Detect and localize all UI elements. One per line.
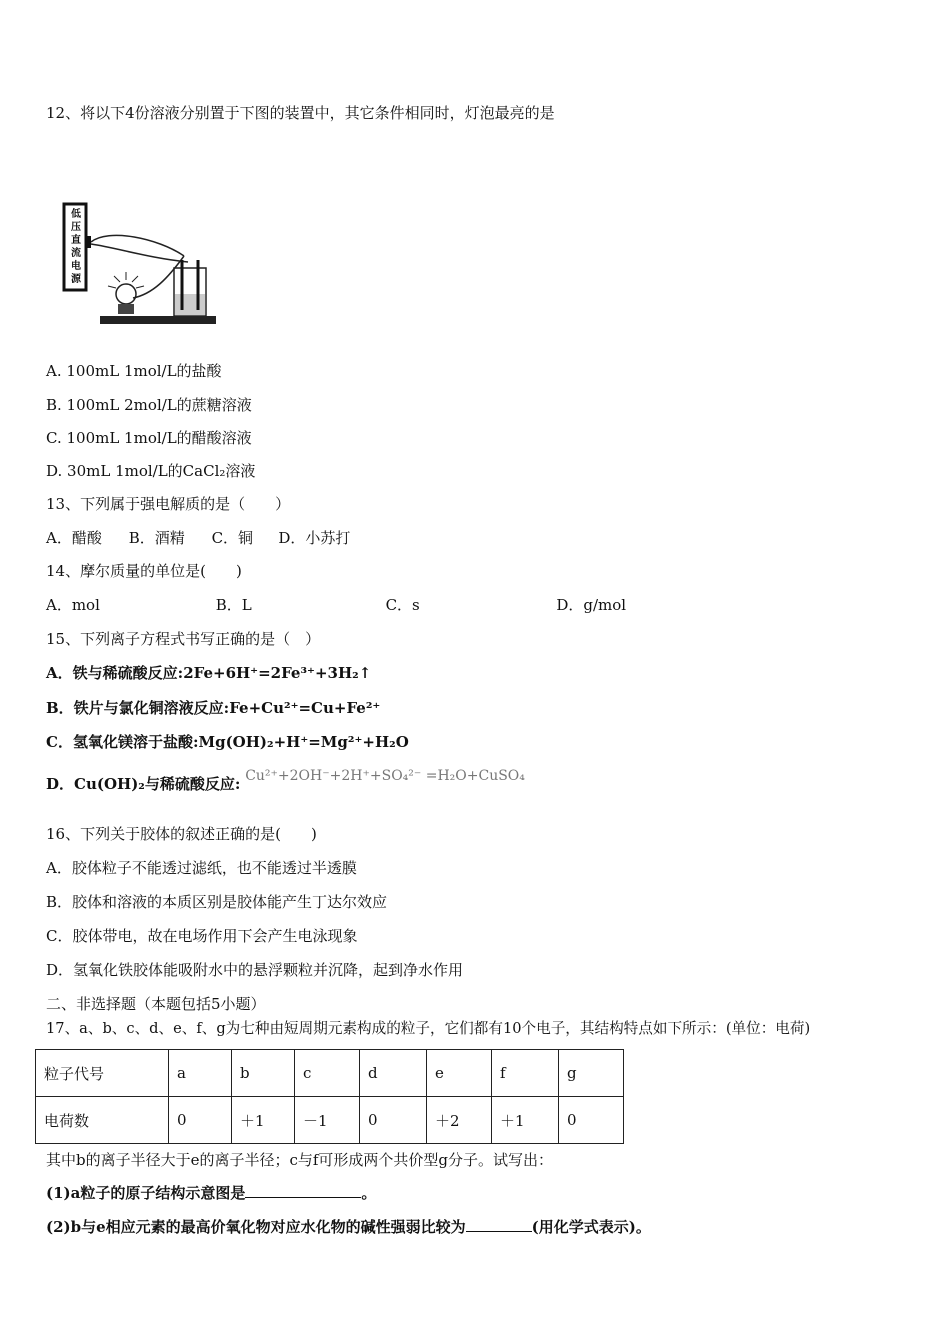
table-cell: d [360, 1050, 427, 1097]
table-cell: ＋1 [232, 1097, 295, 1144]
table-cell: ＋1 [492, 1097, 559, 1144]
q16-stem: 16、下列关于胶体的叙述正确的是( ) [46, 825, 317, 843]
q15-option-c[interactable]: C．氢氧化镁溶于盐酸:Mg(OH)₂+H⁺=Mg²⁺+H₂O [46, 733, 409, 751]
table-cell: 电荷数 [36, 1097, 169, 1144]
table-cell: e [427, 1050, 492, 1097]
q14-option-b[interactable]: B．L [215, 596, 252, 614]
answer-blank[interactable] [245, 1183, 361, 1198]
table-cell: b [232, 1050, 295, 1097]
q15-option-a[interactable]: A．铁与稀硫酸反应:2Fe+6H⁺=2Fe³⁺+3H₂↑ [46, 664, 372, 682]
q12-option-b[interactable]: B. 100mL 2mol/L的蔗糖溶液 [46, 396, 252, 414]
section-2-heading: 二、非选择题（本题包括5小题） [46, 995, 266, 1013]
apparatus-figure [48, 198, 248, 334]
table-cell: 粒子代号 [36, 1050, 169, 1097]
q14-option-a[interactable]: A．mol [46, 596, 100, 614]
q16-option-a[interactable]: A．胶体粒子不能透过滤纸，也不能透过半透膜 [46, 859, 357, 877]
table-row [36, 1097, 624, 1144]
q12-option-a[interactable]: A. 100mL 1mol/L的盐酸 [46, 362, 222, 380]
q17-note: 其中b的离子半径大于e的离子半径；c与f可形成两个共价型g分子。试写出： [46, 1151, 554, 1169]
table-cell: f [492, 1050, 559, 1097]
q15-option-d[interactable]: D．Cu(OH)₂与稀硫酸反应: Cu²⁺+2OH⁻+2H⁺+SO₄²⁻ =H₂O+CuSO₄ [46, 768, 525, 793]
q16-option-b[interactable]: B．胶体和溶液的本质区别是胶体能产生丁达尔效应 [46, 893, 388, 911]
table-cell: ＋2 [427, 1097, 492, 1144]
table-cell: g [559, 1050, 624, 1097]
q16-option-d[interactable]: D．氢氧化铁胶体能吸附水中的悬浮颗粒并沉降，起到净水作用 [46, 961, 464, 979]
particle-table [35, 1049, 624, 1144]
power-source-label: 低 压 直 流 电 源 [71, 209, 81, 285]
q13-option-d[interactable]: D．小苏打 [278, 529, 351, 547]
q17-sub1: (1)a粒子的原子结构示意图是 。 [46, 1184, 377, 1202]
q13-stem: 13、下列属于强电解质的是（ ） [46, 495, 291, 513]
q12-option-c[interactable]: C. 100mL 1mol/L的醋酸溶液 [46, 429, 252, 447]
q15-stem: 15、下列离子方程式书写正确的是（ ） [46, 630, 321, 648]
table-cell: 0 [169, 1097, 232, 1144]
q14-option-d[interactable]: D．g/mol [556, 596, 627, 614]
q14-stem: 14、摩尔质量的单位是( ) [46, 562, 242, 580]
q17-stem: 17、a、b、c、d、e、f、g为七种由短周期元素构成的粒子，它们都有10个电子，其结构特点如下所示：(单位：电荷) [46, 1020, 811, 1037]
q16-option-c[interactable]: C．胶体带电，故在电场作用下会产生电泳现象 [46, 927, 358, 945]
q14-options [46, 595, 626, 615]
q13-options [46, 528, 350, 548]
table-cell: a [169, 1050, 232, 1097]
q15-option-d-equation: Cu²⁺+2OH⁻+2H⁺+SO₄²⁻ =H₂O+CuSO₄ [245, 768, 525, 784]
q13-option-c[interactable]: C．铜 [211, 529, 254, 547]
table-row [36, 1050, 624, 1097]
table-cell: c [295, 1050, 360, 1097]
table-cell: －1 [295, 1097, 360, 1144]
q15-option-b[interactable]: B．铁片与氯化铜溶液反应:Fe+Cu²⁺=Cu+Fe²⁺ [46, 699, 381, 717]
q12-option-d[interactable]: D. 30mL 1mol/L的CaCl₂溶液 [46, 462, 256, 480]
q13-option-b[interactable]: B．酒精 [128, 529, 185, 547]
q17-sub2: (2)b与e相应元素的最高价氧化物对应水化物的碱性强弱比较为 (用化学式表示)。 [46, 1218, 651, 1236]
q14-option-c[interactable]: C．s [385, 596, 420, 614]
q12-stem: 12、将以下4份溶液分别置于下图的装置中，其它条件相同时，灯泡最亮的是 [46, 104, 555, 122]
answer-blank[interactable] [466, 1217, 532, 1232]
table-cell: 0 [360, 1097, 427, 1144]
table-cell: 0 [559, 1097, 624, 1144]
q13-option-a[interactable]: A．醋酸 [46, 529, 102, 547]
